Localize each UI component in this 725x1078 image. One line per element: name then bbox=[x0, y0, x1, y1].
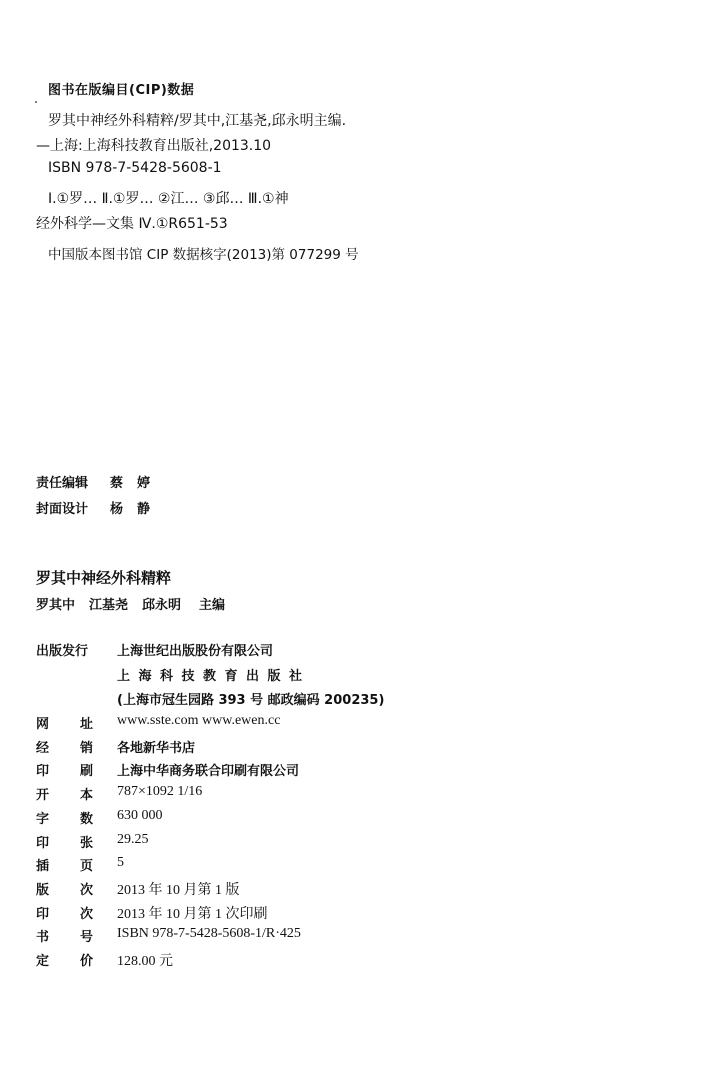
spec-value: 2013 年 10 月第 1 次印刷 bbox=[117, 906, 268, 922]
spec-label-char: 销 bbox=[80, 740, 94, 756]
spec-label-char: 张 bbox=[80, 835, 94, 851]
spec-value: 29.25 bbox=[117, 831, 149, 847]
cip-line-classification: 经外科学—文集 Ⅳ.①R651-53 bbox=[36, 216, 228, 232]
author-name: 江基尧 bbox=[89, 598, 129, 613]
credit-person: 杨静 bbox=[110, 502, 165, 517]
publisher-address: (上海市冠生园路 393 号 邮政编码 200235) bbox=[117, 693, 385, 708]
spec-label-char: 页 bbox=[80, 859, 94, 875]
spec-label-char: 址 bbox=[80, 717, 94, 732]
spec-label-char: 本 bbox=[80, 788, 94, 804]
spec-website bbox=[36, 713, 636, 733]
author-name: 邱永明 bbox=[142, 598, 182, 613]
spec-label-char: 刷 bbox=[80, 764, 94, 780]
spec-value: 787×1092 1/16 bbox=[117, 784, 203, 800]
credit-person: 蔡婷 bbox=[110, 476, 165, 491]
credit-editor bbox=[36, 472, 164, 491]
spec-label-char: 开 bbox=[36, 788, 50, 804]
spec-printer bbox=[36, 760, 636, 780]
spec-distributor bbox=[36, 737, 636, 757]
spec-label-char: 网 bbox=[36, 717, 50, 732]
credit-role: 责任编辑 bbox=[36, 476, 89, 491]
author-name: 罗其中 bbox=[36, 598, 76, 613]
spec-word-count bbox=[36, 808, 636, 828]
cip-line-record-number: 中国版本图书馆 CIP 数据核字(2013)第 077299 号 bbox=[48, 247, 359, 263]
spec-label-char: 书 bbox=[36, 930, 50, 946]
spec-label-char: 价 bbox=[80, 954, 94, 969]
spec-edition bbox=[36, 879, 636, 899]
spec-value: 各地新华书店 bbox=[117, 740, 196, 756]
cip-line-title: 罗其中神经外科精粹/罗其中,江基尧,邱永明主编. bbox=[48, 113, 347, 129]
spec-label-char: 插 bbox=[36, 859, 50, 875]
spec-value: 128.00 元 bbox=[117, 954, 173, 969]
spec-price bbox=[36, 950, 636, 970]
cip-line-publisher: —上海:上海科技教育出版社,2013.10 bbox=[36, 138, 272, 154]
spec-printing bbox=[36, 903, 636, 923]
spec-label-char: 印 bbox=[36, 835, 50, 851]
spec-value: www.sste.com www.ewen.cc bbox=[117, 713, 281, 728]
spec-label-char: 次 bbox=[80, 906, 94, 922]
spec-format bbox=[36, 784, 636, 804]
spec-label-char: 印 bbox=[36, 906, 50, 922]
spec-label-char: 号 bbox=[80, 930, 94, 946]
spec-label-char: 数 bbox=[80, 811, 94, 827]
spec-value: 5 bbox=[117, 855, 124, 871]
spec-label-char: 定 bbox=[36, 954, 50, 969]
author-role: 主编 bbox=[199, 598, 226, 613]
book-authors bbox=[36, 594, 239, 613]
spec-label-char: 版 bbox=[36, 882, 50, 898]
spec-value: 上海中华商务联合印刷有限公司 bbox=[117, 764, 300, 780]
publisher-press: 上海科技教育出版社 bbox=[117, 669, 311, 684]
spec-label-char: 印 bbox=[36, 764, 50, 780]
cip-heading: 图书在版编目(CIP)数据 bbox=[48, 83, 195, 98]
spec-value: 630 000 bbox=[117, 807, 163, 823]
cip-line-index: Ⅰ.①罗… Ⅱ.①罗… ②江… ③邱… Ⅲ.①神 bbox=[48, 191, 289, 207]
credit-role: 封面设计 bbox=[36, 502, 89, 517]
credit-cover-design bbox=[36, 498, 164, 517]
spec-sheets bbox=[36, 832, 636, 852]
spec-isbn bbox=[36, 926, 636, 946]
book-title: 罗其中神经外科精粹 bbox=[36, 569, 172, 587]
spec-plates bbox=[36, 855, 636, 875]
publisher-label: 出版发行 bbox=[36, 644, 89, 659]
print-speck bbox=[35, 101, 37, 103]
publisher-company: 上海世纪出版股份有限公司 bbox=[117, 644, 274, 659]
spec-value: 2013 年 10 月第 1 版 bbox=[117, 882, 240, 898]
spec-label-char: 经 bbox=[36, 740, 50, 756]
spec-label-char: 字 bbox=[36, 811, 50, 827]
spec-label-char: 次 bbox=[80, 882, 94, 898]
cip-line-isbn: ISBN 978-7-5428-5608-1 bbox=[48, 160, 222, 176]
spec-value: ISBN 978-7-5428-5608-1/R·425 bbox=[117, 926, 301, 942]
